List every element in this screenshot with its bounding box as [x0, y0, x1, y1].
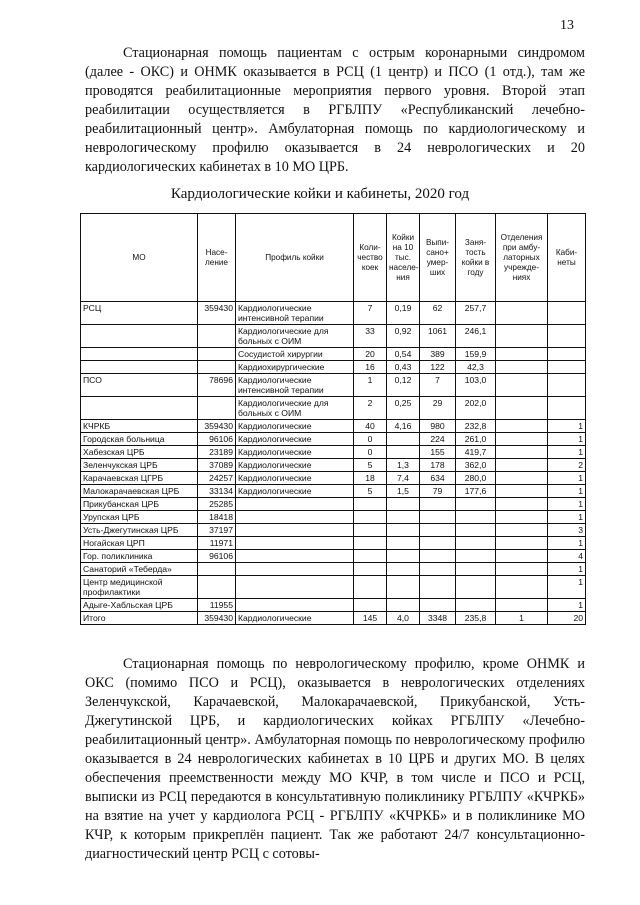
- table-cell: [198, 325, 236, 348]
- table-cell: Кардиологические: [236, 446, 354, 459]
- table-cell: Кардиологические интенсивной терапии: [236, 302, 354, 325]
- table-cell: [198, 576, 236, 599]
- table-cell: 0,43: [387, 361, 420, 374]
- table-cell: 18: [354, 472, 387, 485]
- table-cell: Усть-Джегутинская ЦРБ: [81, 524, 198, 537]
- table-cell: [354, 599, 387, 612]
- table-caption: Кардиологические койки и кабинеты, 2020 год: [170, 186, 470, 202]
- table-cell: 122: [420, 361, 456, 374]
- table-cell: 29: [420, 397, 456, 420]
- table-cell: 362,0: [456, 459, 496, 472]
- table-cell: Урупская ЦРБ: [81, 511, 198, 524]
- table-cell: 224: [420, 433, 456, 446]
- table-cell: [548, 374, 586, 397]
- table-cell: [420, 550, 456, 563]
- table-cell: [456, 550, 496, 563]
- header-cell: Койки на 10 тыс. населе-ния: [387, 214, 420, 302]
- table-cell: [496, 472, 548, 485]
- table-cell: [496, 524, 548, 537]
- table-cell: [548, 397, 586, 420]
- table-cell: [496, 498, 548, 511]
- table-cell: 232,8: [456, 420, 496, 433]
- table-cell: [387, 524, 420, 537]
- table-row: [81, 433, 586, 446]
- table-cell: [236, 511, 354, 524]
- table-cell: 25285: [198, 498, 236, 511]
- table-cell: 40: [354, 420, 387, 433]
- table-cell: [420, 537, 456, 550]
- table-cell: [496, 550, 548, 563]
- table-cell: 0,54: [387, 348, 420, 361]
- table-cell: [496, 361, 548, 374]
- table-cell: [456, 576, 496, 599]
- table-cell: Хабезская ЦРБ: [81, 446, 198, 459]
- table-cell: [387, 498, 420, 511]
- table-cell: 18418: [198, 511, 236, 524]
- header-cell: Профиль койки: [236, 214, 354, 302]
- table-cell: 202,0: [456, 397, 496, 420]
- table-row: [81, 576, 586, 599]
- table-cell: 0: [354, 433, 387, 446]
- table-cell: 5: [354, 485, 387, 498]
- table-cell: Ногайская ЦРП: [81, 537, 198, 550]
- table-cell: 4,0: [387, 612, 420, 625]
- table-cell: 0,12: [387, 374, 420, 397]
- table-cell: 16: [354, 361, 387, 374]
- table-cell: 1: [548, 563, 586, 576]
- table-cell: 96106: [198, 433, 236, 446]
- table-cell: [496, 511, 548, 524]
- table-row: [81, 325, 586, 348]
- table-cell: Сосудистой хирургии: [236, 348, 354, 361]
- table-cell: 5: [354, 459, 387, 472]
- table-cell: [456, 563, 496, 576]
- table-cell: [198, 348, 236, 361]
- header-cell: Каби-неты: [548, 214, 586, 302]
- table-cell: 0,92: [387, 325, 420, 348]
- table-cell: [354, 498, 387, 511]
- table-cell: 1: [548, 498, 586, 511]
- table-cell: Кардиологические: [236, 420, 354, 433]
- table-cell: [496, 599, 548, 612]
- table-cell: [456, 537, 496, 550]
- table-cell: 159,9: [456, 348, 496, 361]
- table-cell: 62: [420, 302, 456, 325]
- table-cell: 1: [548, 420, 586, 433]
- table-cell: 37089: [198, 459, 236, 472]
- table-cell: [496, 420, 548, 433]
- table-cell: 980: [420, 420, 456, 433]
- header-cell: Насе-ление: [198, 214, 236, 302]
- header-cell: Заня-тость койки в году: [456, 214, 496, 302]
- table-cell: 1: [548, 537, 586, 550]
- table-cell: [236, 524, 354, 537]
- table-cell: [354, 524, 387, 537]
- table-cell: [81, 348, 198, 361]
- table-row: [81, 397, 586, 420]
- table-cell: Гор. поликлиника: [81, 550, 198, 563]
- table-row: [81, 485, 586, 498]
- table-row: [81, 420, 586, 433]
- table-cell: 1: [548, 511, 586, 524]
- table-cell: 0,25: [387, 397, 420, 420]
- table-cell: [496, 374, 548, 397]
- table-cell: Кардиологические для больных с ОИМ: [236, 397, 354, 420]
- table-cell: 419,7: [456, 446, 496, 459]
- table-cell: 0,19: [387, 302, 420, 325]
- table-row: [81, 524, 586, 537]
- table-cell: [420, 599, 456, 612]
- table-cell: [81, 361, 198, 374]
- table-row: [81, 498, 586, 511]
- table-cell: 1061: [420, 325, 456, 348]
- table-cell: Кардиохирургические: [236, 361, 354, 374]
- table-cell: 257,7: [456, 302, 496, 325]
- table-cell: Кардиологические для больных с ОИМ: [236, 325, 354, 348]
- table-header-row: [81, 214, 586, 302]
- header-cell: МО: [81, 214, 198, 302]
- table-row: [81, 599, 586, 612]
- table-cell: 11971: [198, 537, 236, 550]
- table-cell: КЧРКБ: [81, 420, 198, 433]
- table-cell: Центр медицинской профилактики: [81, 576, 198, 599]
- table-cell: РСЦ: [81, 302, 198, 325]
- table-cell: 4,16: [387, 420, 420, 433]
- table-row: [81, 563, 586, 576]
- table-cell: 11955: [198, 599, 236, 612]
- table-cell: 2: [548, 459, 586, 472]
- table-cell: [496, 446, 548, 459]
- table-cell: 0: [354, 446, 387, 459]
- table-cell: 7: [420, 374, 456, 397]
- table-cell: 7: [354, 302, 387, 325]
- table-row: [81, 361, 586, 374]
- table-cell: [548, 361, 586, 374]
- table-cell: 359430: [198, 612, 236, 625]
- table-cell: 1: [496, 612, 548, 625]
- table-cell: [496, 563, 548, 576]
- cardiology-beds-table: [80, 213, 586, 625]
- table-cell: 634: [420, 472, 456, 485]
- table-cell: 4: [548, 550, 586, 563]
- table-cell: Кардиологические: [236, 433, 354, 446]
- table-row: [81, 302, 586, 325]
- table-cell: [236, 599, 354, 612]
- table-cell: 42,3: [456, 361, 496, 374]
- header-cell: Коли-чество коек: [354, 214, 387, 302]
- table-cell: 33: [354, 325, 387, 348]
- table-cell: [198, 397, 236, 420]
- table-cell: [496, 485, 548, 498]
- table-cell: 3348: [420, 612, 456, 625]
- table-cell: 359430: [198, 420, 236, 433]
- table-cell: 1: [548, 433, 586, 446]
- table-cell: 23189: [198, 446, 236, 459]
- table-cell: Городская больница: [81, 433, 198, 446]
- table-cell: Адыге-Хабльская ЦРБ: [81, 599, 198, 612]
- table-row: [81, 472, 586, 485]
- table-cell: [456, 524, 496, 537]
- table-cell: [387, 446, 420, 459]
- table-cell: [420, 524, 456, 537]
- table-cell: 145: [354, 612, 387, 625]
- table-row: [81, 550, 586, 563]
- table-cell: Карачаевская ЦГРБ: [81, 472, 198, 485]
- table-cell: [496, 302, 548, 325]
- table-cell: Кардиологические: [236, 485, 354, 498]
- table-cell: 280,0: [456, 472, 496, 485]
- table-cell: [387, 537, 420, 550]
- table-cell: [456, 498, 496, 511]
- table-cell: 3: [548, 524, 586, 537]
- table-cell: ПСО: [81, 374, 198, 397]
- table-cell: [420, 576, 456, 599]
- table-cell: [496, 325, 548, 348]
- table-row: [81, 511, 586, 524]
- page-number: 13: [560, 18, 574, 33]
- table-cell: Малокарачаевская ЦРБ: [81, 485, 198, 498]
- table-cell: Итого: [81, 612, 198, 625]
- table-cell: [236, 576, 354, 599]
- table-cell: 1: [548, 446, 586, 459]
- table-cell: [387, 599, 420, 612]
- table-cell: [354, 511, 387, 524]
- table-cell: 1: [548, 485, 586, 498]
- table-cell: 1,5: [387, 485, 420, 498]
- table-cell: 389: [420, 348, 456, 361]
- table-cell: 103,0: [456, 374, 496, 397]
- table-row: [81, 348, 586, 361]
- table-cell: [354, 537, 387, 550]
- table-cell: 79: [420, 485, 456, 498]
- table-cell: [354, 563, 387, 576]
- table-cell: 1,3: [387, 459, 420, 472]
- table-cell: [496, 348, 548, 361]
- table-cell: 177,6: [456, 485, 496, 498]
- table-cell: 24257: [198, 472, 236, 485]
- table-row: [81, 459, 586, 472]
- table-cell: 246,1: [456, 325, 496, 348]
- table-cell: [548, 325, 586, 348]
- table-cell: [420, 511, 456, 524]
- table-row: [81, 374, 586, 397]
- table-cell: [387, 511, 420, 524]
- table-cell: 235,8: [456, 612, 496, 625]
- table-cell: Кардиологические интенсивной терапии: [236, 374, 354, 397]
- table-cell: 1: [548, 576, 586, 599]
- header-cell: Отделения при амбу-латорных учрежде-ниях: [496, 214, 548, 302]
- table-cell: 1: [354, 374, 387, 397]
- table-cell: [456, 599, 496, 612]
- table-row: [81, 446, 586, 459]
- table-cell: Санаторий «Теберда»: [81, 563, 198, 576]
- table-cell: 178: [420, 459, 456, 472]
- table-cell: 20: [548, 612, 586, 625]
- table-cell: Прикубанская ЦРБ: [81, 498, 198, 511]
- table-cell: [81, 325, 198, 348]
- table-cell: [496, 576, 548, 599]
- table-cell: [387, 433, 420, 446]
- table-cell: Зеленчукская ЦРБ: [81, 459, 198, 472]
- table-cell: 7,4: [387, 472, 420, 485]
- table-row: [81, 537, 586, 550]
- neurology-paragraph: Стационарная помощь по неврологическому профилю, кроме ОНМК и ОКС (помимо ПСО и РСЦ), оказывается в неврологических отделениях Зеленчукской, Карачаевской, Малокарачаевской, Прикубанской, Усть-Джегутинской ЦРБ, и кардиологических койках РГБЛПУ «Лечебно-реабилитационный центр». Амбулаторная помощь по неврологическому профилю оказывается в 24 неврологических кабинетах в 10 ЦРБ и других МО. В целях обеспечения преемственности между МО КЧР, в том числе и ПСО и РСЦ, выписки из РСЦ передаются в консультативную поликлинику РГБЛПУ «КЧРКБ» на взятие на учет у кардиолога РСЦ - РГБЛПУ «КЧРКБ» и в поликлинике МО КЧР, к которым прикреплён пациент. Так же работают 24/7 консультационно-диагностический центр РСЦ с сотовы-: [85, 656, 585, 862]
- table-cell: 155: [420, 446, 456, 459]
- table-cell: [496, 433, 548, 446]
- table-cell: [496, 397, 548, 420]
- header-cell: Выпи-сано+ умер-ших: [420, 214, 456, 302]
- table-cell: [420, 498, 456, 511]
- table-cell: [236, 563, 354, 576]
- table-cell: [548, 348, 586, 361]
- table-cell: [81, 397, 198, 420]
- table-cell: [198, 361, 236, 374]
- table-cell: [236, 537, 354, 550]
- table-cell: 359430: [198, 302, 236, 325]
- table-cell: [420, 563, 456, 576]
- table-cell: [496, 537, 548, 550]
- table-cell: [354, 576, 387, 599]
- table-cell: 2: [354, 397, 387, 420]
- table-cell: Кардиологические: [236, 472, 354, 485]
- table-cell: [236, 498, 354, 511]
- table-cell: [354, 550, 387, 563]
- table-cell: 33134: [198, 485, 236, 498]
- table-cell: 96106: [198, 550, 236, 563]
- table-cell: 20: [354, 348, 387, 361]
- table-cell: [387, 576, 420, 599]
- table-cell: 37197: [198, 524, 236, 537]
- table-cell: Кардиологические: [236, 612, 354, 625]
- table-cell: 1: [548, 472, 586, 485]
- table-cell: [198, 563, 236, 576]
- table-cell: [496, 459, 548, 472]
- table-cell: [456, 511, 496, 524]
- table-cell: 261,0: [456, 433, 496, 446]
- table-cell: 1: [548, 599, 586, 612]
- table-cell: [236, 550, 354, 563]
- table-cell: [548, 302, 586, 325]
- table-cell: Кардиологические: [236, 459, 354, 472]
- table-cell: 78696: [198, 374, 236, 397]
- table-cell: [387, 550, 420, 563]
- table-cell: [387, 563, 420, 576]
- intro-paragraph: Стационарная помощь пациентам с острым коронарными синдромом (далее - ОКС) и ОНМК оказывается в РСЦ (1 центр) и ПСО (1 отд.), там же проводятся реабилитационные мероприятия первого уровня. Второй этап реабилитации осуществляется в РГБЛПУ «Республиканский лечебно-реабилитационный центр». Амбулаторная помощь по кардиологическому и неврологическому профилю оказывается в 24 неврологических и 20 кардиологических кабинетах в 10 МО ЦРБ.: [85, 45, 585, 175]
- table-row: [81, 612, 586, 625]
